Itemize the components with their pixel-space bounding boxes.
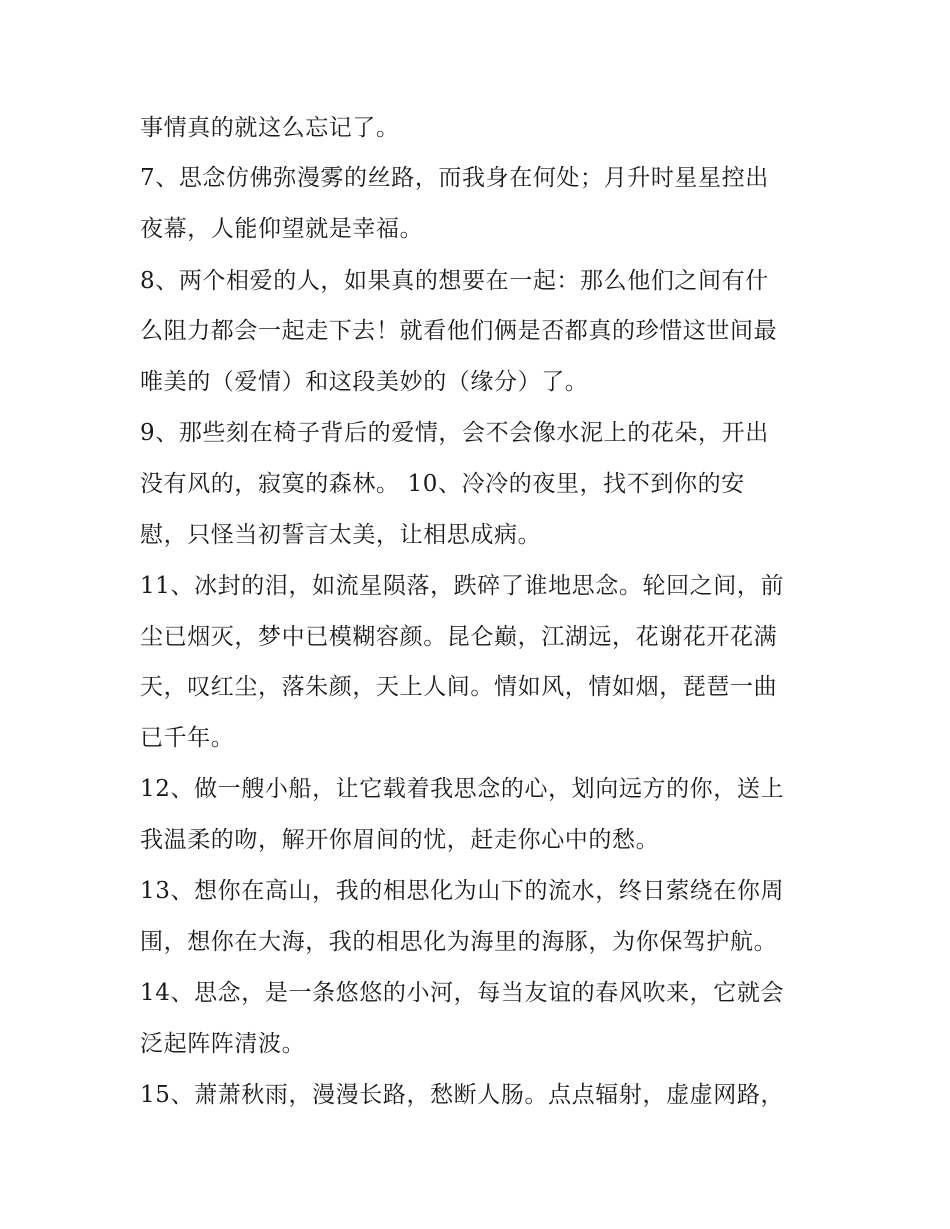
text-line: 围，想你在大海，我的相思化为海里的海豚，为你保驾护航。 [140,929,778,955]
text-line: 天，叹红尘，落朱颜，天上人间。情如风，情如烟，琵琶一曲 [140,674,778,700]
text-line: 13、想你在高山，我的相思化为山下的流水，终日萦绕在你周 [140,878,785,904]
text-line: 14、思念，是一条悠悠的小河，每当友谊的春风吹来，它就会 [140,980,785,1006]
text-line: 8、两个相爱的人，如果真的想要在一起：那么他们之间有什 [140,268,769,294]
text-line: 唯美的（爱情）和这段美妙的（缘分）了。 [140,369,589,395]
text-line: 15、萧萧秋雨，漫漫长路，愁断人肠。点点辐射，虚虚网路， [140,1082,785,1108]
text-line: 9、那些刻在椅子背后的爱情，会不会像水泥上的花朵，开出 [140,420,769,446]
text-line: 11、冰封的泪，如流星陨落，跌碎了谁地思念。轮回之间，前 [140,573,785,599]
text-line: 我温柔的吻，解开你眉间的忧，赶走你心中的愁。 [140,827,660,853]
text-line: 7、思念仿佛弥漫雾的丝路，而我身在何处；月升时星星控出 [140,165,769,191]
text-line: 么阻力都会一起走下去！就看他们俩是否都真的珍惜这世间最 [140,318,778,344]
text-line: 慰，只怪当初誓言太美，让相思成病。 [140,522,542,548]
text-line: 夜幕，人能仰望就是幸福。 [140,216,424,242]
text-line: 尘已烟灭，梦中已模糊容颜。昆仑巅，江湖远，花谢花开花满 [140,624,778,650]
text-line: 已千年。 [140,725,235,751]
text-line: 没有风的，寂寞的森林。 10、冷冷的夜里，找不到你的安 [140,471,745,497]
text-line: 12、做一艘小船，让它载着我思念的心，划向远方的你，送上 [140,776,785,802]
text-line: 泛起阵阵清波。 [140,1031,306,1057]
text-line: 事情真的就这么忘记了。 [140,115,400,141]
